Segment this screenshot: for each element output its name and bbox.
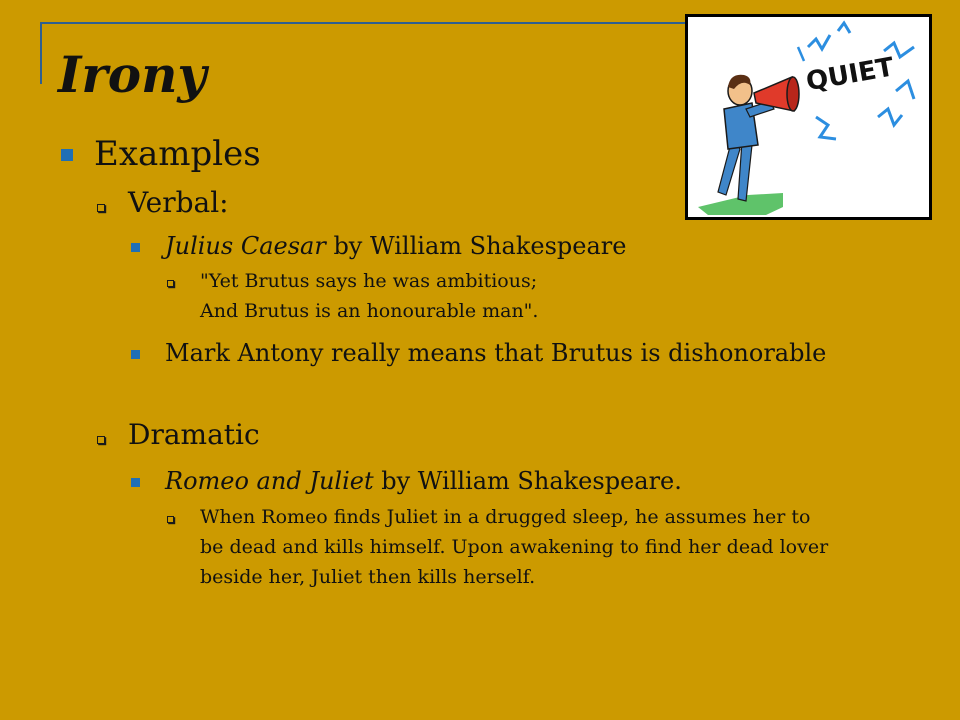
megaphone-bell — [787, 77, 799, 111]
title-frame-top-line — [40, 22, 690, 24]
bullet-hollow-square — [97, 436, 105, 444]
antony-line: Mark Antony really means that Brutus is dishonorable — [165, 339, 827, 367]
dramatic-label: Dramatic — [128, 418, 260, 451]
title-frame-left-line — [40, 22, 42, 84]
examples-heading: Examples — [94, 134, 261, 174]
bullet-hollow-square — [97, 204, 105, 212]
verbal-label: Verbal: — [128, 186, 229, 219]
quote-line-2: And Brutus is an honourable man". — [200, 300, 539, 322]
sound-zigzag-4 — [896, 81, 914, 99]
romeo-juliet-desc-2: be dead and kills himself. Upon awakening to find her dead lover — [200, 536, 829, 558]
romeo-juliet-title: Romeo and Juliet — [165, 467, 374, 495]
sound-dash-1 — [798, 47, 804, 61]
romeo-juliet-line — [165, 466, 682, 496]
sound-zigzag-6 — [816, 117, 836, 139]
bullet-square — [131, 243, 140, 252]
julius-caesar-line — [165, 231, 626, 261]
romeo-juliet-byline: by William Shakespeare. — [373, 467, 682, 495]
julius-caesar-title: Julius Caesar — [165, 232, 326, 260]
megaphone-quiet-icon — [685, 14, 932, 220]
julius-caesar-byline: by William Shakespeare — [325, 232, 627, 260]
bullet-hollow-square — [167, 280, 174, 287]
quiet-word: QUIET — [803, 52, 897, 98]
bullet-square — [61, 149, 73, 161]
romeo-juliet-desc-1: When Romeo finds Juliet in a drugged sleep, he assumes her to — [200, 506, 811, 528]
quote-line-1: "Yet Brutus says he was ambitious; — [200, 270, 538, 292]
romeo-juliet-desc-3: beside her, Juliet then kills herself. — [200, 566, 536, 588]
sound-zigzag-5 — [878, 109, 902, 125]
bullet-square — [131, 350, 140, 359]
slide-title: Irony — [58, 45, 207, 104]
sound-zigzag-1 — [808, 35, 830, 49]
bullet-square — [131, 478, 140, 487]
bullet-hollow-square — [167, 516, 174, 523]
sound-zigzag-2 — [838, 23, 850, 33]
